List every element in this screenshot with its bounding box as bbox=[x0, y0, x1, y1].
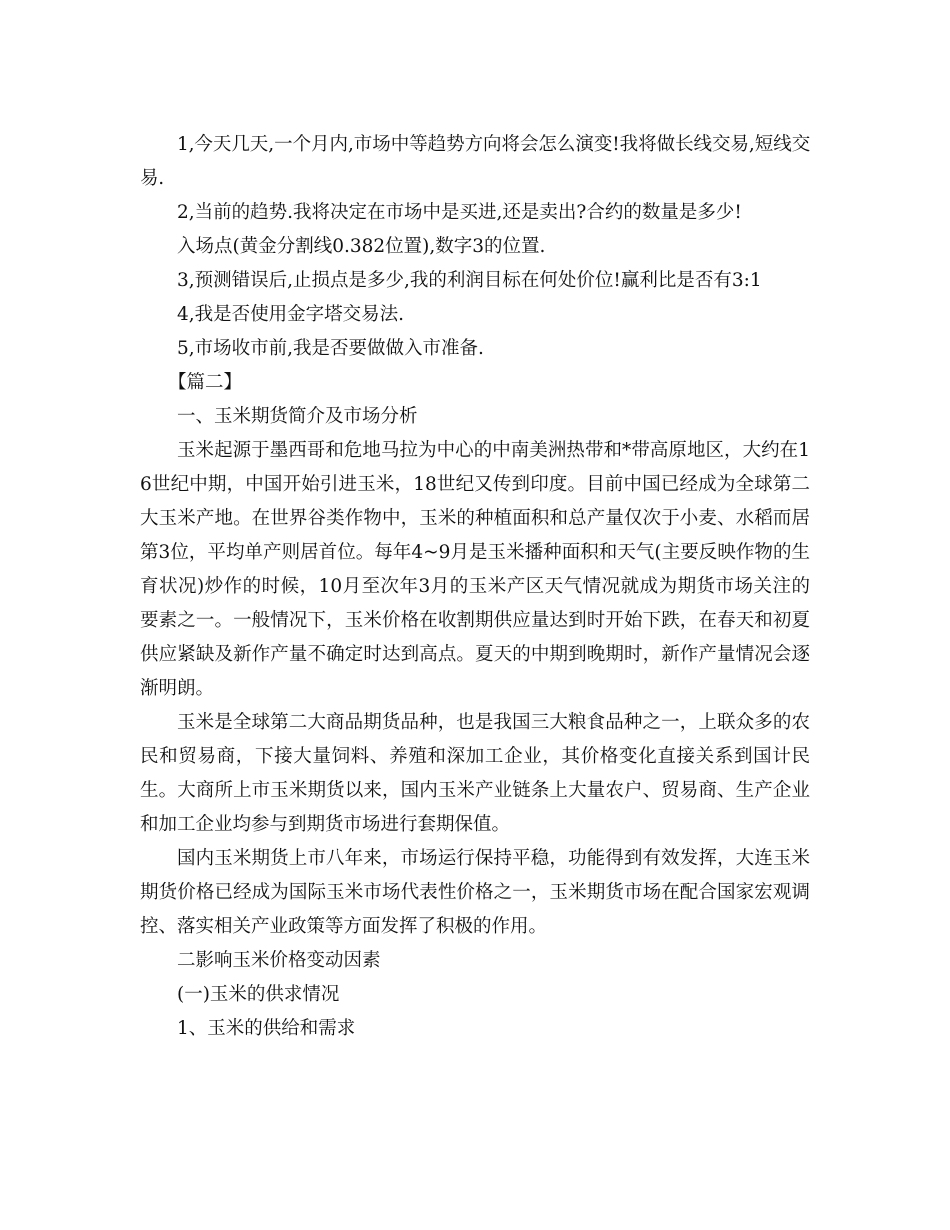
section-label: 【篇二】 bbox=[168, 372, 243, 393]
subsection-heading: (一)玉米的供求情况 bbox=[177, 984, 340, 1005]
body-paragraph-2: 玉米是全球第二大商品期货品种，也是我国三大粮食品种之一，上联众多的农民和贸易商，下接大量饲料、养殖和深加工企业，其价格变化直接关系到国计民生。大商所上市玉米期货以来，国内玉米产业链条上大量农户、贸易商、生产企业和加工企业均参与到期货市场进行套期保值。 bbox=[140, 712, 810, 835]
sub-subsection-heading: 1、玉米的供给和需求 bbox=[177, 1018, 356, 1039]
list-item-1: 1,今天几天,一个月内,市场中等趋势方向将会怎么演变!我将做长线交易,短线交易. bbox=[140, 134, 810, 189]
body-paragraph-3: 国内玉米期货上市八年来，市场运行保持平稳，功能得到有效发挥，大连玉米期货价格已经成为国际玉米市场代表性价格之一，玉米期货市场在配合国家宏观调控、落实相关产业政策等方面发挥了积极的作用。 bbox=[140, 848, 810, 937]
list-item-2: 2,当前的趋势.我将决定在市场中是买进,还是卖出?合约的数量是多少! bbox=[177, 202, 742, 223]
list-item-2-entry-point: 入场点(黄金分割线0.382位置),数字3的位置. bbox=[177, 236, 546, 257]
list-item-4: 4,我是否使用金字塔交易法. bbox=[177, 304, 405, 325]
section-heading-2: 二影响玉米价格变动因素 bbox=[177, 950, 381, 971]
list-item-3: 3,预测错误后,止损点是多少,我的利润目标在何处价位!赢利比是否有3:1 bbox=[177, 270, 762, 291]
body-paragraph-1: 玉米起源于墨西哥和危地马拉为中心的中南美洲热带和*带高原地区，大约在16世纪中期，中国开始引进玉米，18世纪又传到印度。目前中国已经成为全球第二大玉米产地。在世界谷类作物中，玉米的种植面积和总产量仅次于小麦、水稻而居第3位，平均单产则居首位。每年4~9月是玉米播种面积和天气(主要反映作物的生育状况)炒作的时候，10月至次年3月的玉米产区天气情况就成为期货市场关注的要素之一。一般情况下，玉米价格在收割期供应量达到时开始下跌，在春天和初夏供应紧缺及新作产量不确定时达到高点。夏天的中期到晚期时，新作产量情况会逐渐明朗。 bbox=[140, 440, 810, 699]
section-heading-1: 一、玉米期货简介及市场分析 bbox=[177, 406, 418, 427]
document-body bbox=[140, 128, 810, 1046]
list-item-5: 5,市场收市前,我是否要做做入市准备. bbox=[177, 338, 484, 359]
